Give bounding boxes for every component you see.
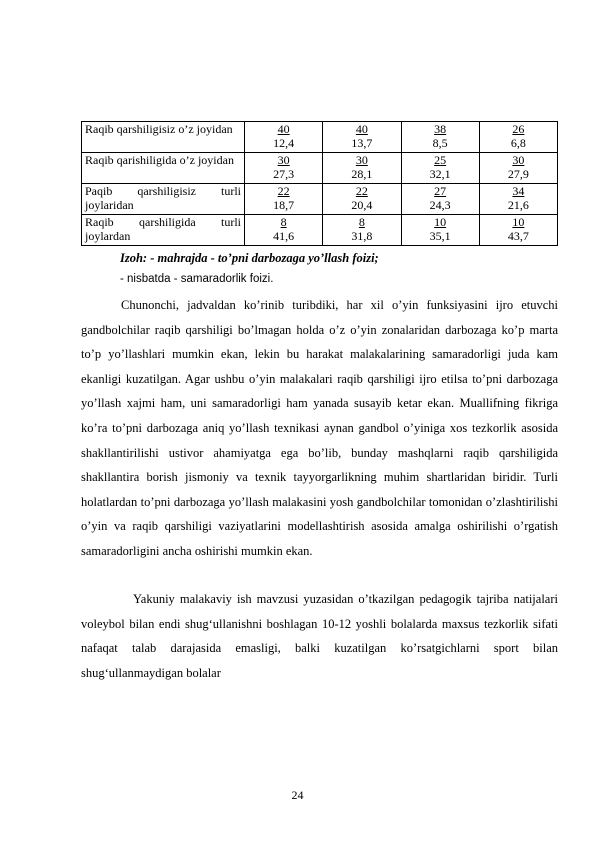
- table-cell: [479, 153, 557, 184]
- attempt-count: 8: [358, 215, 365, 229]
- attempt-count: 26: [512, 122, 525, 136]
- attempt-count: 10: [434, 215, 447, 229]
- table-cell: [401, 215, 479, 246]
- table-cell: [479, 184, 557, 215]
- table-cell: [401, 184, 479, 215]
- table-cell: [323, 184, 401, 215]
- row-label: Raqib qarshiligida turli joylardan: [82, 215, 245, 246]
- efficiency-percent: 41,6: [273, 229, 295, 243]
- efficiency-percent: 31,8: [351, 229, 373, 243]
- table-cell: [479, 215, 557, 246]
- efficiency-percent: 27,9: [507, 167, 529, 181]
- efficiency-percent: 27,3: [273, 167, 295, 181]
- attempt-count: 40: [277, 122, 290, 136]
- efficiency-percent: 32,1: [429, 167, 451, 181]
- efficiency-percent: 13,7: [351, 136, 373, 150]
- efficiency-percent: 35,1: [429, 229, 451, 243]
- body-paragraph: Chunonchi, jadvaldan ko’rinib turibdiki, har xil o’yin funksiyasini ijro etuvchi gandbolchilar raqib qarshiligi bo’lmagan holda o’z o’yin zonalaridan darbozaga ko’p marta to’p yo’llashlari mumkin ekan, lekin bu harakat malakalarining samaradorligi juda kam ekanligi kuzatilgan. Agar ushbu o’yin malakalari raqib qarshiligi ijro etilsa to’pni darbozaga yo’llash xajmi ham, uni samaradorligi ham yanada susayib ketar ekan. Muallifning fikriga ko’ra to’pni darbozaga aniq yo’llash texnikasi aynan gandbol o’yiniga xos tezkorlik asosida shakllantirilishi ustivor ahamiyatga ega bo’lib, bunday mashqlarni raqib qarshiligida shakllantira borish jismoniy va texnik tayyorgarlikning muhim shartlaridan biridir. Turli holatlardan to’pni darbozaga yo’llash malakasini yosh gandbolchilar tomonidan o’zlashtirilishi o’yin va raqib qarshiligi vaziyatlarini modellashtirish asosida amalga oshirilishi o’rgatish samaradorligini ancha oshirishi mumkin ekan.: [81, 298, 558, 558]
- efficiency-percent: 28,1: [351, 167, 373, 181]
- attempt-count: 10: [512, 215, 525, 229]
- row-label: Raqib qarishiligida o’z joyidan: [82, 153, 245, 184]
- note-title: Izoh: - mahrajda - to’pni darbozaga yo’llash foizi;: [120, 251, 379, 265]
- efficiency-percent: 18,7: [273, 198, 295, 212]
- efficiency-percent: 43,7: [507, 229, 529, 243]
- efficiency-percent: 6,8: [510, 136, 526, 150]
- table-cell: [323, 215, 401, 246]
- table-row: [82, 122, 558, 153]
- attempt-count: 30: [355, 153, 368, 167]
- table-cell: [479, 122, 557, 153]
- attempt-count: 38: [434, 122, 447, 136]
- table-cell: [323, 122, 401, 153]
- attempt-count: 22: [355, 184, 368, 198]
- attempt-count: 27: [434, 184, 447, 198]
- table-row: [82, 184, 558, 215]
- table-row: [82, 215, 558, 246]
- efficiency-percent: 21,6: [507, 198, 529, 212]
- attempt-count: 8: [280, 215, 287, 229]
- note-subtitle: - nisbatda - samaradorlik foizi.: [120, 273, 274, 285]
- efficiency-percent: 20,4: [351, 198, 373, 212]
- attempt-count: 30: [512, 153, 525, 167]
- table-cell: [245, 184, 323, 215]
- results-table: [81, 121, 558, 246]
- efficiency-percent: 24,3: [429, 198, 451, 212]
- table-cell: [245, 153, 323, 184]
- table-cell: [401, 153, 479, 184]
- attempt-count: 22: [277, 184, 290, 198]
- attempt-count: 30: [277, 153, 290, 167]
- efficiency-percent: 8,5: [432, 136, 448, 150]
- table-cell: [323, 153, 401, 184]
- attempt-count: 25: [434, 153, 447, 167]
- table-cell: [245, 122, 323, 153]
- row-label: Raqib qarshiligisiz o’z joyidan: [82, 122, 245, 153]
- row-label: Paqib qarshiligisiz turli joylaridan: [82, 184, 245, 215]
- table-cell: [401, 122, 479, 153]
- table-row: [82, 153, 558, 184]
- attempt-count: 40: [355, 122, 368, 136]
- table-cell: [245, 215, 323, 246]
- body-paragraph: Yakuniy malakaviy ish mavzusi yuzasidan o’tkazilgan pedagogik tajriba natijalari voleybol bilan endi shug‘ullanishni boshlagan 10-12 yoshli bolalarda maxsus tezkorlik sifati nafaqat talab darajasida emasligi, balki kuzatilgan ko’rsatgichlarni sport bilan shug‘ullanmaydigan bolalar: [81, 592, 558, 680]
- page-number: 24: [291, 788, 304, 802]
- attempt-count: 34: [512, 184, 525, 198]
- efficiency-percent: 12,4: [273, 136, 295, 150]
